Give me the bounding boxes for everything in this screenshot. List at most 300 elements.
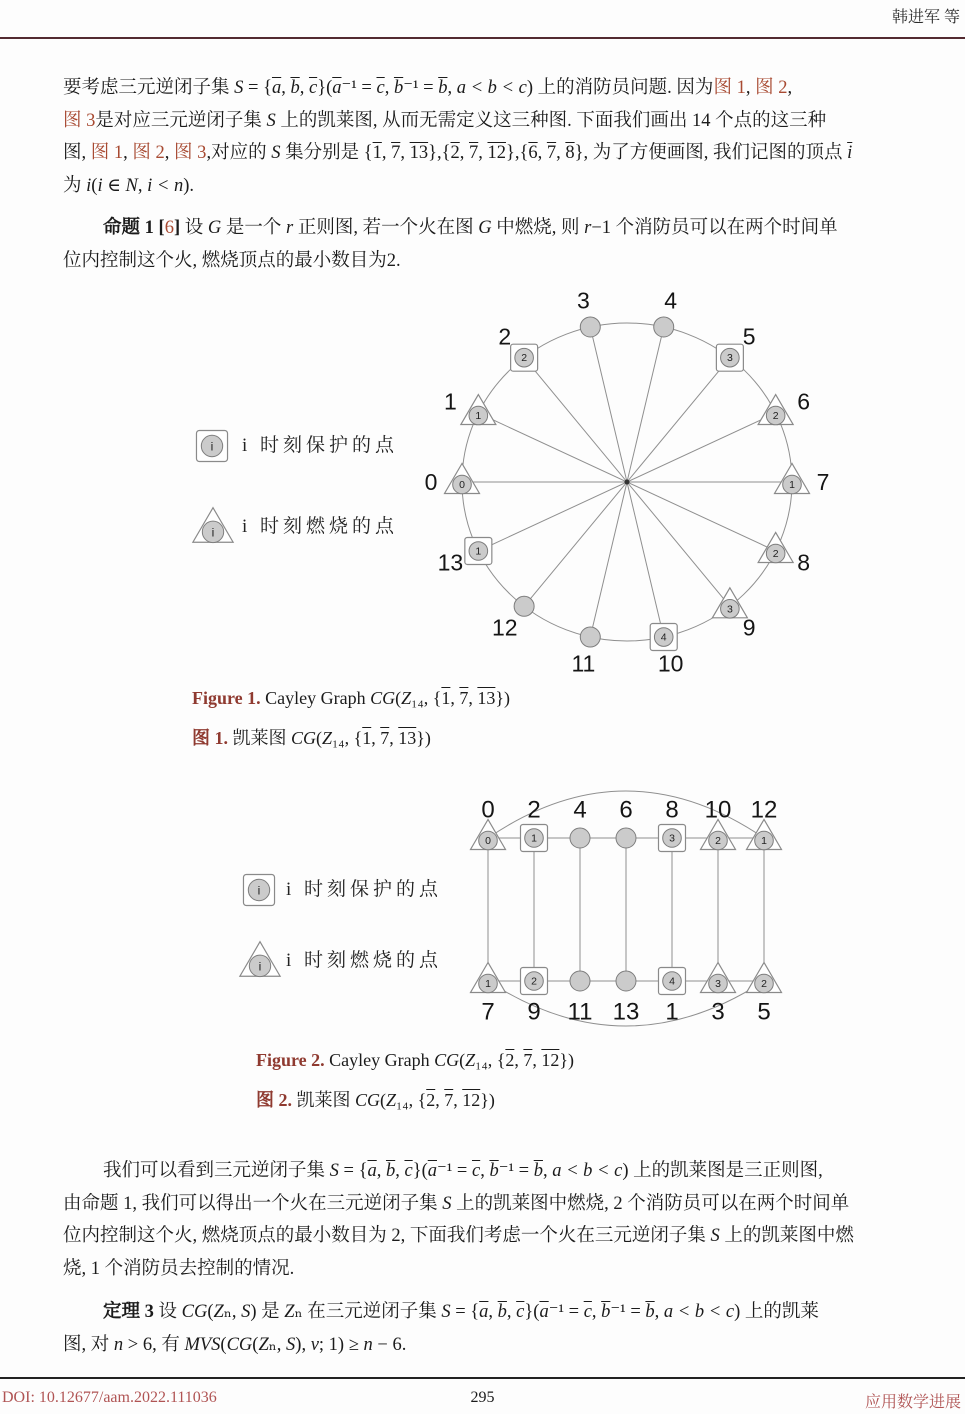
paragraph-proposition-1 [63,212,963,277]
text-segment: ( [91,175,98,196]
text-segment: 13 [398,728,417,748]
text-segment: 要考虑三元逆闭子集 [63,78,235,98]
reference-link[interactable]: 图 3 [174,143,207,163]
text-segment: , { [487,1050,506,1070]
vertex-time-label: 1 [475,545,482,558]
text-segment: }) [480,1090,495,1110]
text-segment: 正则图, 若一个火在图 [293,218,479,238]
text-segment: CG [355,1090,381,1110]
text-segment: r [584,218,592,238]
text-segment: , [488,1302,498,1322]
text-segment: Z [284,1302,295,1322]
vertex-label: 10 [704,796,732,824]
text-segment: 12 [541,1050,560,1070]
text-segment: 7 [523,1050,533,1070]
text-segment: ⁻¹ = [403,78,439,98]
text-segment: $\overline{c}$ [471,1161,481,1181]
protected-vertex-marker [511,344,538,371]
reference-link[interactable]: 图 2 [755,78,788,98]
text-segment: 13 [477,688,496,708]
figure1-caption-en [192,688,510,709]
burning-vertex-marker [747,963,782,993]
paragraph-theorem-3 [63,1296,963,1361]
plain-vertex-marker [514,596,534,616]
burning-vertex-marker [445,464,480,494]
center-dot [625,480,630,485]
burning-vertex-marker [758,395,793,425]
text-segment: i 时刻保护的点 [286,879,443,900]
text-segment: N [125,175,138,196]
text-segment: 定理 3 [103,1302,159,1322]
burning-vertex-marker [747,820,782,850]
vertex-time-label: 1 [485,978,491,990]
vertex-time-label: i [258,959,262,974]
caption-label: 图 1. [192,728,228,748]
text-segment: 2 [426,1090,436,1110]
text-segment: i < n [147,175,184,196]
protected-vertex-marker [716,344,743,371]
text-segment: ₙ [294,1302,303,1322]
text-segment: $\overline{b}$ [533,1161,543,1181]
vertex-label: 4 [664,290,678,314]
vertex-label: 5 [757,998,771,1026]
plain-vertex-marker [570,828,590,848]
text-segment: CG [291,728,317,748]
text-segment: −1 个消防员可以在两个时间单 [591,218,838,238]
text-segment: 上的凯莱图, 从而无需定义这三种图. 下面我们画出 14 个点的这三种 [275,110,827,131]
vertex-label: 4 [573,796,587,824]
protected-vertex-marker [521,825,548,852]
vertex-label: 3 [576,290,590,314]
text-segment: 为 [63,175,87,196]
text-line [63,1296,963,1329]
text-segment: , [123,143,133,163]
text-segment: 7 [459,688,469,708]
legend-protected-label [286,878,442,902]
text-segment: ⁻¹ = [498,1161,534,1181]
text-segment: ) 是 [250,1302,285,1322]
vertex-label: 2 [498,323,512,350]
text-segment: ( [207,1302,214,1322]
text-segment: }, 为了方便画图, 我们记图的顶点 [574,143,848,163]
vertex-label: 12 [750,796,778,824]
text-line [63,1253,963,1286]
text-segment: S [241,1302,251,1322]
text-segment: }( [412,1161,428,1181]
text-segment: 上的凯莱图中燃烧, 2 个消防员可以在两个时间单 [451,1193,850,1214]
plain-vertex-marker [580,627,600,647]
text-segment: = { [243,78,272,98]
text-segment: , [384,78,394,98]
text-segment: $\overline{a}$ [332,78,342,98]
text-segment: 是一个 [221,218,287,238]
text-segment: i 时刻燃烧的点 [286,950,443,971]
text-segment: ( [395,688,402,708]
text-segment: Z [213,1302,224,1322]
text-segment: ⁻¹ = [610,1302,646,1322]
burning-vertex-marker [240,942,280,977]
text-segment: 1 [441,688,451,708]
text-segment: 1 [362,728,372,748]
protected-point-legend-icon [235,868,283,912]
text-segment: $\overline{a}$ [427,1161,437,1181]
text-segment: $\overline{b}$ [393,78,404,98]
text-segment: i 时刻燃烧的点 [242,516,399,537]
figure2-caption-en [256,1050,574,1071]
text-segment: [ [158,218,165,238]
vertex-label: 13 [437,549,464,576]
text-segment: a < b < c [552,1161,623,1181]
text-segment: $\overline{b}$ [497,1302,507,1322]
text-segment: 位内控制这个火, 燃烧顶点的最小数目为 2, 下面我们考虑一个火在三元逆闭子集 [63,1226,711,1246]
text-segment: $\overline{b}$ [645,1302,655,1322]
text-segment: , [532,1050,542,1070]
text-segment: S [286,1334,296,1355]
text-segment: MVS [184,1334,221,1355]
text-segment: = { [450,1302,480,1322]
text-segment: G [478,218,492,238]
vertex-time-label: 2 [715,835,721,847]
plain-vertex-marker [616,971,636,991]
figure1-caption-cn [192,724,431,750]
text-segment: i [97,175,103,196]
text-segment: 中燃烧, 则 [491,218,585,238]
text-segment: 7 [546,143,557,163]
text-segment: ₁₄ [411,688,424,708]
vertex-time-label: 0 [459,479,465,491]
text-segment: 12 [462,1090,481,1110]
vertex-label: 8 [797,549,810,576]
running-head-author: 韩进军 等 [891,9,960,26]
text-segment: $\overline{b}$ [489,1161,499,1181]
text-segment: > 6, 有 [123,1334,185,1355]
text-segment: 我们可以看到三元逆闭子集 [103,1161,330,1181]
text-segment: S [442,1193,452,1214]
footer-page-number: 295 [470,1389,495,1406]
text-segment: Z [258,1334,269,1355]
text-segment: },{ [428,143,451,163]
vertex-label: 8 [665,796,679,824]
text-segment: , [447,78,457,98]
text-segment: , { [423,688,442,708]
text-segment: , [459,143,469,163]
text-segment: , [164,143,175,163]
text-segment: , [371,728,381,748]
text-segment: − 6. [372,1334,407,1355]
text-segment: ), [295,1334,311,1355]
text-segment: $\overline{b}$ [601,1302,611,1322]
text-segment: , [654,1302,664,1322]
legend-burning-label [286,949,442,973]
text-segment: $\overline{a}$ [271,78,282,98]
vertex-label: 12 [491,614,518,641]
vertex-label: 1 [444,388,457,415]
vertex-time-label: 3 [726,352,733,365]
vertex-time-label: 2 [531,975,537,988]
text-segment: 2 [450,143,460,163]
vertex-time-label: 0 [485,835,491,847]
vertex-label: 13 [612,998,640,1026]
text-segment: CG [226,1334,253,1355]
text-segment: ⁻¹ = [341,78,377,98]
vertex-time-label: 1 [531,832,537,845]
vertex-label: 2 [527,796,541,824]
text-segment: CG [434,1050,460,1070]
text-segment: ,对应的 [206,143,272,163]
text-segment: ₁₄ [396,1090,409,1110]
text-segment: S [710,1226,720,1246]
text-segment: }) [495,688,511,708]
text-line [63,245,963,278]
text-segment: , { [344,728,363,748]
reference-link[interactable]: 图 1 [713,78,746,98]
text-segment: 设 [158,1302,182,1322]
figure2-caption-cn [256,1086,495,1112]
plain-vertex-marker [570,971,590,991]
text-segment: $\overline{b}$ [290,78,300,98]
text-segment: S [234,78,244,98]
reference-link[interactable]: 图 1 [90,143,124,163]
caption-label: 图 2. [256,1090,292,1110]
vertex-label: 11 [567,998,593,1026]
text-segment: , [389,728,399,748]
plain-vertex-marker [616,828,636,848]
text-segment: , [468,688,478,708]
text-line [63,212,963,245]
text-segment: , [506,1302,517,1322]
text-segment: 7 [468,143,479,163]
vertex-time-label: i [257,883,261,898]
text-segment: , [787,78,793,98]
text-line [63,137,963,170]
text-segment: , [450,688,460,708]
text-segment: ) 上的凯莱图是三正则图, [622,1161,823,1181]
text-segment: ; 1) ≥ [318,1334,364,1355]
text-segment: , [400,143,410,163]
text-segment: ₁₄ [332,728,345,748]
text-segment: G [207,218,222,238]
text-segment: v [310,1334,319,1355]
text-segment: CG [370,688,396,708]
text-segment: r [286,218,294,238]
reference-link[interactable]: 图 3 [63,110,96,131]
text-segment: Z [386,1090,397,1110]
burning-vertex-marker [471,820,506,850]
text-line [63,170,963,203]
text-segment: 上的凯莱图中燃 [719,1226,854,1246]
vertex-time-label: 1 [789,479,795,491]
text-segment: 1 [372,143,382,163]
text-segment: 凯莱图 [228,728,291,748]
text-segment: , [556,143,566,163]
vertex-label: 1 [665,998,679,1026]
text-segment: , [395,1161,405,1181]
vertex-label: 0 [424,469,438,495]
text-segment: n [363,1334,373,1355]
text-segment: 13 [409,143,429,163]
text-segment: a < b < c [663,1302,735,1322]
text-segment: , [542,1161,553,1181]
paragraph-intro [63,72,963,202]
text-segment: Z [401,688,412,708]
text-segment: ⁻¹ = [436,1161,472,1181]
caption-label: Figure 1. [192,688,261,708]
text-segment: $\overline{c}$ [376,78,385,98]
text-segment: , [281,78,291,98]
text-line [63,1220,963,1253]
text-segment: , [480,1161,490,1181]
footer-rule [0,1377,965,1379]
text-segment: },{ [505,143,529,163]
text-segment: S [441,1302,451,1322]
text-segment: S [329,1161,339,1181]
vertex-time-label: 3 [726,603,733,616]
text-segment: 在三元逆闭子集 [302,1302,442,1322]
text-segment: 凯莱图 [292,1090,355,1110]
burning-vertex-marker [701,963,736,993]
footer-journal-name[interactable]: 应用数学进展 [864,1394,961,1411]
text-segment: , [537,143,547,163]
burning-point-legend-icon [236,939,284,983]
text-segment: Z [322,728,333,748]
text-segment: ( [252,1334,259,1355]
vertex-label: 10 [657,650,684,677]
text-segment: ( [220,1334,227,1355]
text-segment: $\overline{a}$ [479,1302,489,1322]
vertex-time-label: 2 [772,547,779,560]
vertex-label: 0 [481,796,495,824]
text-segment: 7 [380,728,390,748]
burning-vertex-marker [758,532,793,562]
text-segment: n [113,1334,124,1355]
text-segment: 命题 1 [103,218,159,238]
text-segment: 是对应三元逆闭子集 [95,110,267,131]
text-segment: $\overline{c}$ [516,1302,525,1322]
text-segment: ⁻¹ = [548,1302,584,1322]
text-segment: , [453,1090,463,1110]
text-segment: }( [317,78,333,98]
text-segment: , { [408,1090,427,1110]
vertex-time-label: 3 [669,832,675,845]
vertex-time-label: 2 [772,410,779,423]
text-segment: , [514,1050,524,1070]
text-segment: ( [459,1050,466,1070]
text-segment: ₙ [223,1302,232,1322]
footer-doi-link[interactable]: DOI: 10.12677/aam.2022.111036 [2,1389,217,1406]
text-segment: 集分别是 { [280,143,373,163]
text-line [63,1188,963,1221]
text-segment: 7 [391,143,401,163]
text-segment: ∈ [102,175,126,196]
vertex-time-label: 3 [715,978,721,990]
vertex-label: 9 [527,998,541,1026]
protected-vertex-marker [465,537,492,564]
reference-link[interactable]: 6 [164,218,174,238]
text-segment: , [137,175,148,196]
vertex-time-label: i [210,439,214,454]
text-segment: $\overline{b}$ [438,78,448,98]
text-segment: }( [524,1302,540,1322]
text-line [63,72,963,105]
plain-vertex-marker [654,317,674,337]
text-segment: ] [173,218,185,238]
text-segment: i 时刻保护的点 [242,435,399,456]
text-segment: $\overline{b}$ [385,1161,396,1181]
text-segment: Cayley Graph [324,1050,435,1070]
text-line [63,105,963,138]
text-segment: Z [465,1050,476,1070]
text-segment: ) 上的消防员问题. 因为 [526,78,714,98]
text-segment: 由命题 1, 我们可以得出一个火在三元逆闭子集 [63,1193,443,1214]
vertex-label: 3 [711,998,725,1026]
text-segment: a < b < c [456,78,527,98]
vertex-time-label: 2 [761,978,767,990]
vertex-time-label: 4 [660,631,667,644]
text-segment: , [231,1302,242,1322]
plain-vertex-marker [580,317,600,337]
text-segment: 烧, 1 个消防员去控制的情况. [63,1258,295,1279]
figure2-cayley-graph [440,780,820,1050]
protected-vertex-marker [521,968,548,995]
vertex-time-label: 4 [669,975,675,988]
text-segment: $\overline{a}$ [539,1302,549,1322]
text-segment: }) [559,1050,575,1070]
text-segment: S [271,143,281,163]
figure1-cayley-graph [140,290,880,682]
text-segment: , [435,1090,445,1110]
text-segment: ). [183,175,195,196]
protected-vertex-marker [659,968,686,995]
text-segment: 8 [565,143,575,163]
vertex-label: 5 [742,323,756,350]
reference-link[interactable]: 图 2 [132,143,165,163]
text-segment: ( [380,1090,387,1110]
vertex-label: 6 [619,796,633,824]
text-segment: , [276,1334,287,1355]
vertex-label: 11 [571,650,596,677]
vertex-label: 6 [797,388,810,415]
vertex-time-label: i [211,525,215,540]
text-segment: $\overline{a}$ [367,1161,377,1181]
text-segment: , [381,143,392,163]
text-segment: = { [338,1161,368,1181]
text-segment: $\overline{c}$ [404,1161,413,1181]
text-segment: 图, [63,143,91,163]
vertex-time-label: 1 [761,835,767,847]
text-segment: ( [316,728,323,748]
text-segment: ) 上的凯莱 [734,1302,819,1322]
text-segment: 图, 对 [63,1334,114,1355]
vertex-label: 9 [742,614,756,641]
protected-vertex-marker [659,825,686,852]
paragraph-discussion [63,1155,963,1285]
text-segment: , [745,78,756,98]
text-segment: 12 [487,143,506,163]
text-segment: S [266,110,276,131]
text-segment: $\overline{c}$ [308,78,318,98]
text-segment: Cayley Graph [260,688,371,708]
text-segment: 6 [528,143,538,163]
protected-vertex-marker [650,624,677,651]
text-segment: , [591,1302,602,1322]
vertex-time-label: 1 [475,410,482,423]
text-segment: }) [416,728,431,748]
text-segment: 位内控制这个火, 燃烧顶点的最小数目为2. [63,250,401,271]
text-line [63,1329,963,1362]
text-segment: , [376,1161,386,1181]
text-segment: ₙ [268,1334,277,1355]
caption-label: Figure 2. [256,1050,325,1070]
